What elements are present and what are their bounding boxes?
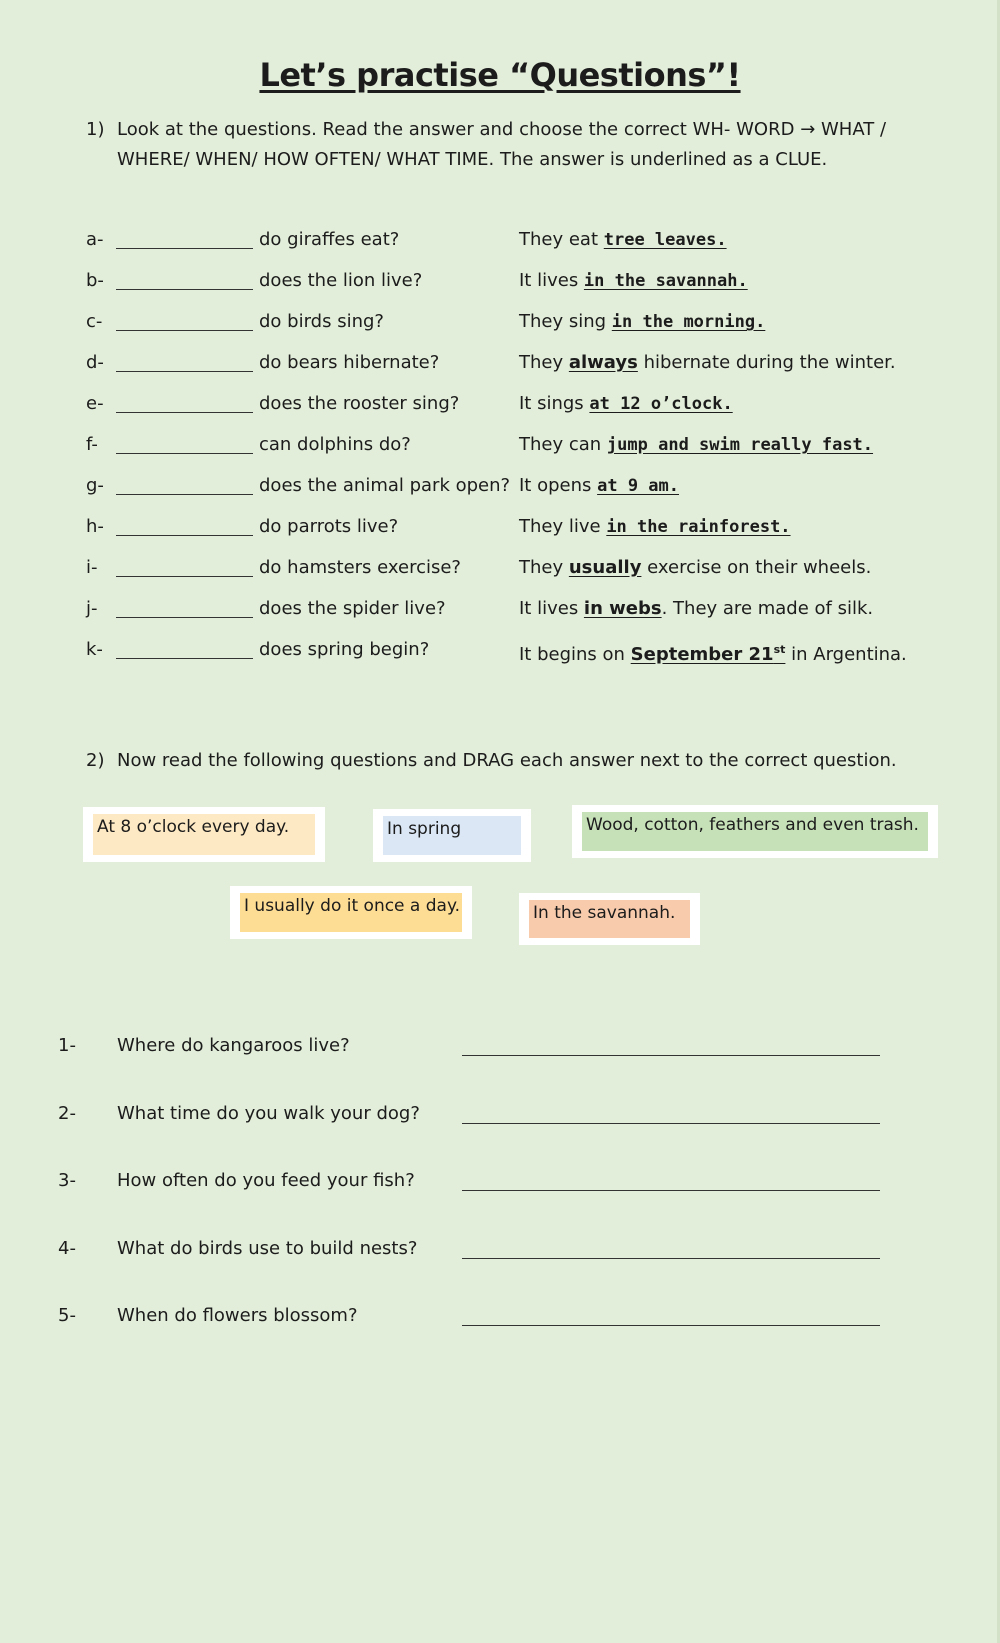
answer-prefix: They can (519, 434, 607, 455)
row-letter: b- (86, 270, 104, 291)
section2-number: 2) (86, 750, 105, 771)
question-text: When do flowers blossom? (117, 1305, 358, 1326)
question-row (86, 472, 986, 513)
wh-word-blank[interactable] (116, 595, 253, 618)
answer-text (519, 472, 679, 500)
answer-prefix: They live (519, 516, 607, 537)
drag-question-row (58, 1235, 898, 1303)
question-row (86, 349, 986, 390)
wh-word-blank[interactable] (116, 267, 253, 290)
row-letter: e- (86, 393, 104, 414)
question-text: Where do kangaroos live? (117, 1035, 350, 1056)
wh-word-blank[interactable] (116, 308, 253, 331)
answer-text (519, 267, 748, 295)
answer-drop-line[interactable] (462, 1032, 880, 1056)
answer-clue: always (568, 352, 638, 373)
question-text: does spring begin? (259, 639, 430, 660)
question-text: does the lion live? (259, 270, 423, 291)
answer-prefix: It sings (519, 393, 590, 414)
answer-text (519, 513, 791, 541)
question-row (86, 595, 986, 636)
question-row (86, 513, 986, 554)
question-row (86, 226, 986, 267)
answer-suffix: in Argentina. (785, 644, 907, 665)
drag-question-list (58, 1032, 898, 1370)
row-letter: a- (86, 229, 104, 250)
drag-question-row (58, 1302, 898, 1370)
wh-word-blank[interactable] (116, 431, 253, 454)
answer-clue: in webs (583, 598, 662, 619)
section2-text: Now read the following questions and DRAG each answer next to the correct question. (117, 750, 897, 771)
answer-prefix: It opens (519, 475, 598, 496)
wh-word-blank[interactable] (116, 513, 253, 536)
answer-prefix: It begins on (519, 644, 631, 665)
section1-text: Look at the questions. Read the answer and choose the correct WH- WORD → WHAT / WHERE/ WHEN/ HOW OFTEN/ WHAT TIME. The answer is underlined as a CLUE. (117, 119, 887, 170)
section1-number: 1) (86, 119, 105, 140)
answer-text (519, 349, 896, 377)
row-letter: d- (86, 352, 104, 373)
answer-prefix: They (519, 352, 569, 373)
answer-text (519, 554, 871, 582)
answer-text (519, 636, 907, 669)
question-row (86, 267, 986, 308)
answer-card-text: At 8 o’clock every day. (93, 814, 315, 855)
answer-text (519, 431, 873, 459)
answer-suffix: hibernate during the winter. (637, 352, 896, 373)
draggable-answer-card[interactable] (83, 807, 325, 862)
answer-text (519, 390, 733, 418)
answer-clue: in the rainforest. (606, 517, 791, 537)
question-text: do birds sing? (259, 311, 384, 332)
answer-card-text: In spring (383, 816, 521, 855)
wh-word-blank[interactable] (116, 636, 253, 659)
answer-prefix: It lives (519, 598, 584, 619)
question-number: 4- (58, 1237, 76, 1259)
answer-prefix: They (519, 557, 569, 578)
answer-text (519, 226, 727, 254)
section2-instructions (86, 746, 926, 776)
answer-clue: in the morning. (611, 312, 766, 332)
draggable-answer-card[interactable] (572, 805, 938, 858)
draggable-answer-card[interactable] (373, 809, 531, 862)
question-number: 5- (58, 1305, 76, 1326)
wh-word-blank[interactable] (116, 472, 253, 495)
question-row (86, 308, 986, 349)
row-letter: h- (86, 516, 104, 537)
answer-clue: tree leaves. (603, 230, 727, 250)
answer-card-text: I usually do it once a day. (240, 893, 462, 932)
row-letter: j- (86, 598, 98, 619)
answer-drop-line[interactable] (462, 1100, 880, 1124)
question-row (86, 390, 986, 431)
section1-instructions (86, 115, 926, 175)
question-text: do bears hibernate? (259, 352, 440, 373)
answer-drop-line[interactable] (462, 1235, 880, 1259)
answer-suffix: . They are made of silk. (661, 598, 874, 619)
question-text: does the rooster sing? (259, 393, 460, 414)
row-letter: i- (86, 557, 98, 578)
answer-suffix: exercise on their wheels. (641, 557, 872, 578)
question-text: can dolphins do? (259, 434, 411, 455)
question-text: does the spider live? (259, 598, 446, 619)
answer-text (519, 308, 765, 336)
answer-text (519, 595, 873, 623)
answer-card-text: Wood, cotton, feathers and even trash. (582, 812, 928, 851)
question-row (86, 636, 986, 677)
question-row (86, 554, 986, 595)
question-text: What time do you walk your dog? (117, 1102, 420, 1124)
answer-clue: at 9 am. (597, 476, 679, 496)
answer-clue: September 21st (630, 643, 786, 665)
answer-clue: jump and swim really fast. (606, 435, 874, 455)
question-text: does the animal park open? (259, 475, 511, 496)
question-number: 1- (58, 1035, 76, 1056)
drag-question-row (58, 1167, 898, 1235)
wh-word-blank[interactable] (116, 349, 253, 372)
answer-clue: at 12 o’clock. (589, 394, 733, 414)
question-text: How often do you feed your fish? (117, 1170, 415, 1191)
answer-drop-line[interactable] (462, 1302, 880, 1326)
question-number: 2- (58, 1102, 76, 1124)
row-letter: k- (86, 639, 103, 660)
answer-clue: usually (568, 557, 642, 578)
question-text: do giraffes eat? (259, 229, 400, 250)
row-letter: c- (86, 311, 103, 332)
drag-question-row (58, 1100, 898, 1168)
wh-question-list (86, 226, 986, 677)
question-text: do hamsters exercise? (259, 557, 461, 578)
clue-superscript: st (773, 643, 786, 656)
wh-word-blank[interactable] (116, 554, 253, 577)
page-title: Let’s practise “Questions”! (259, 56, 741, 94)
row-letter: f- (86, 434, 98, 455)
answer-card-text: In the savannah. (529, 900, 690, 938)
row-letter: g- (86, 475, 104, 496)
answer-prefix: It lives (519, 270, 584, 291)
answer-prefix: They sing (519, 311, 612, 332)
answer-drop-line[interactable] (462, 1167, 880, 1191)
answer-clue: in the savannah. (583, 271, 748, 291)
drag-question-row (58, 1032, 898, 1100)
question-number: 3- (58, 1170, 76, 1191)
wh-word-blank[interactable] (116, 226, 253, 249)
question-row (86, 431, 986, 472)
question-text: What do birds use to build nests? (117, 1237, 418, 1259)
question-text: do parrots live? (259, 516, 399, 537)
draggable-answer-card[interactable] (230, 886, 472, 939)
answer-prefix: They eat (519, 229, 604, 250)
draggable-answer-card[interactable] (519, 893, 700, 945)
wh-word-blank[interactable] (116, 390, 253, 413)
